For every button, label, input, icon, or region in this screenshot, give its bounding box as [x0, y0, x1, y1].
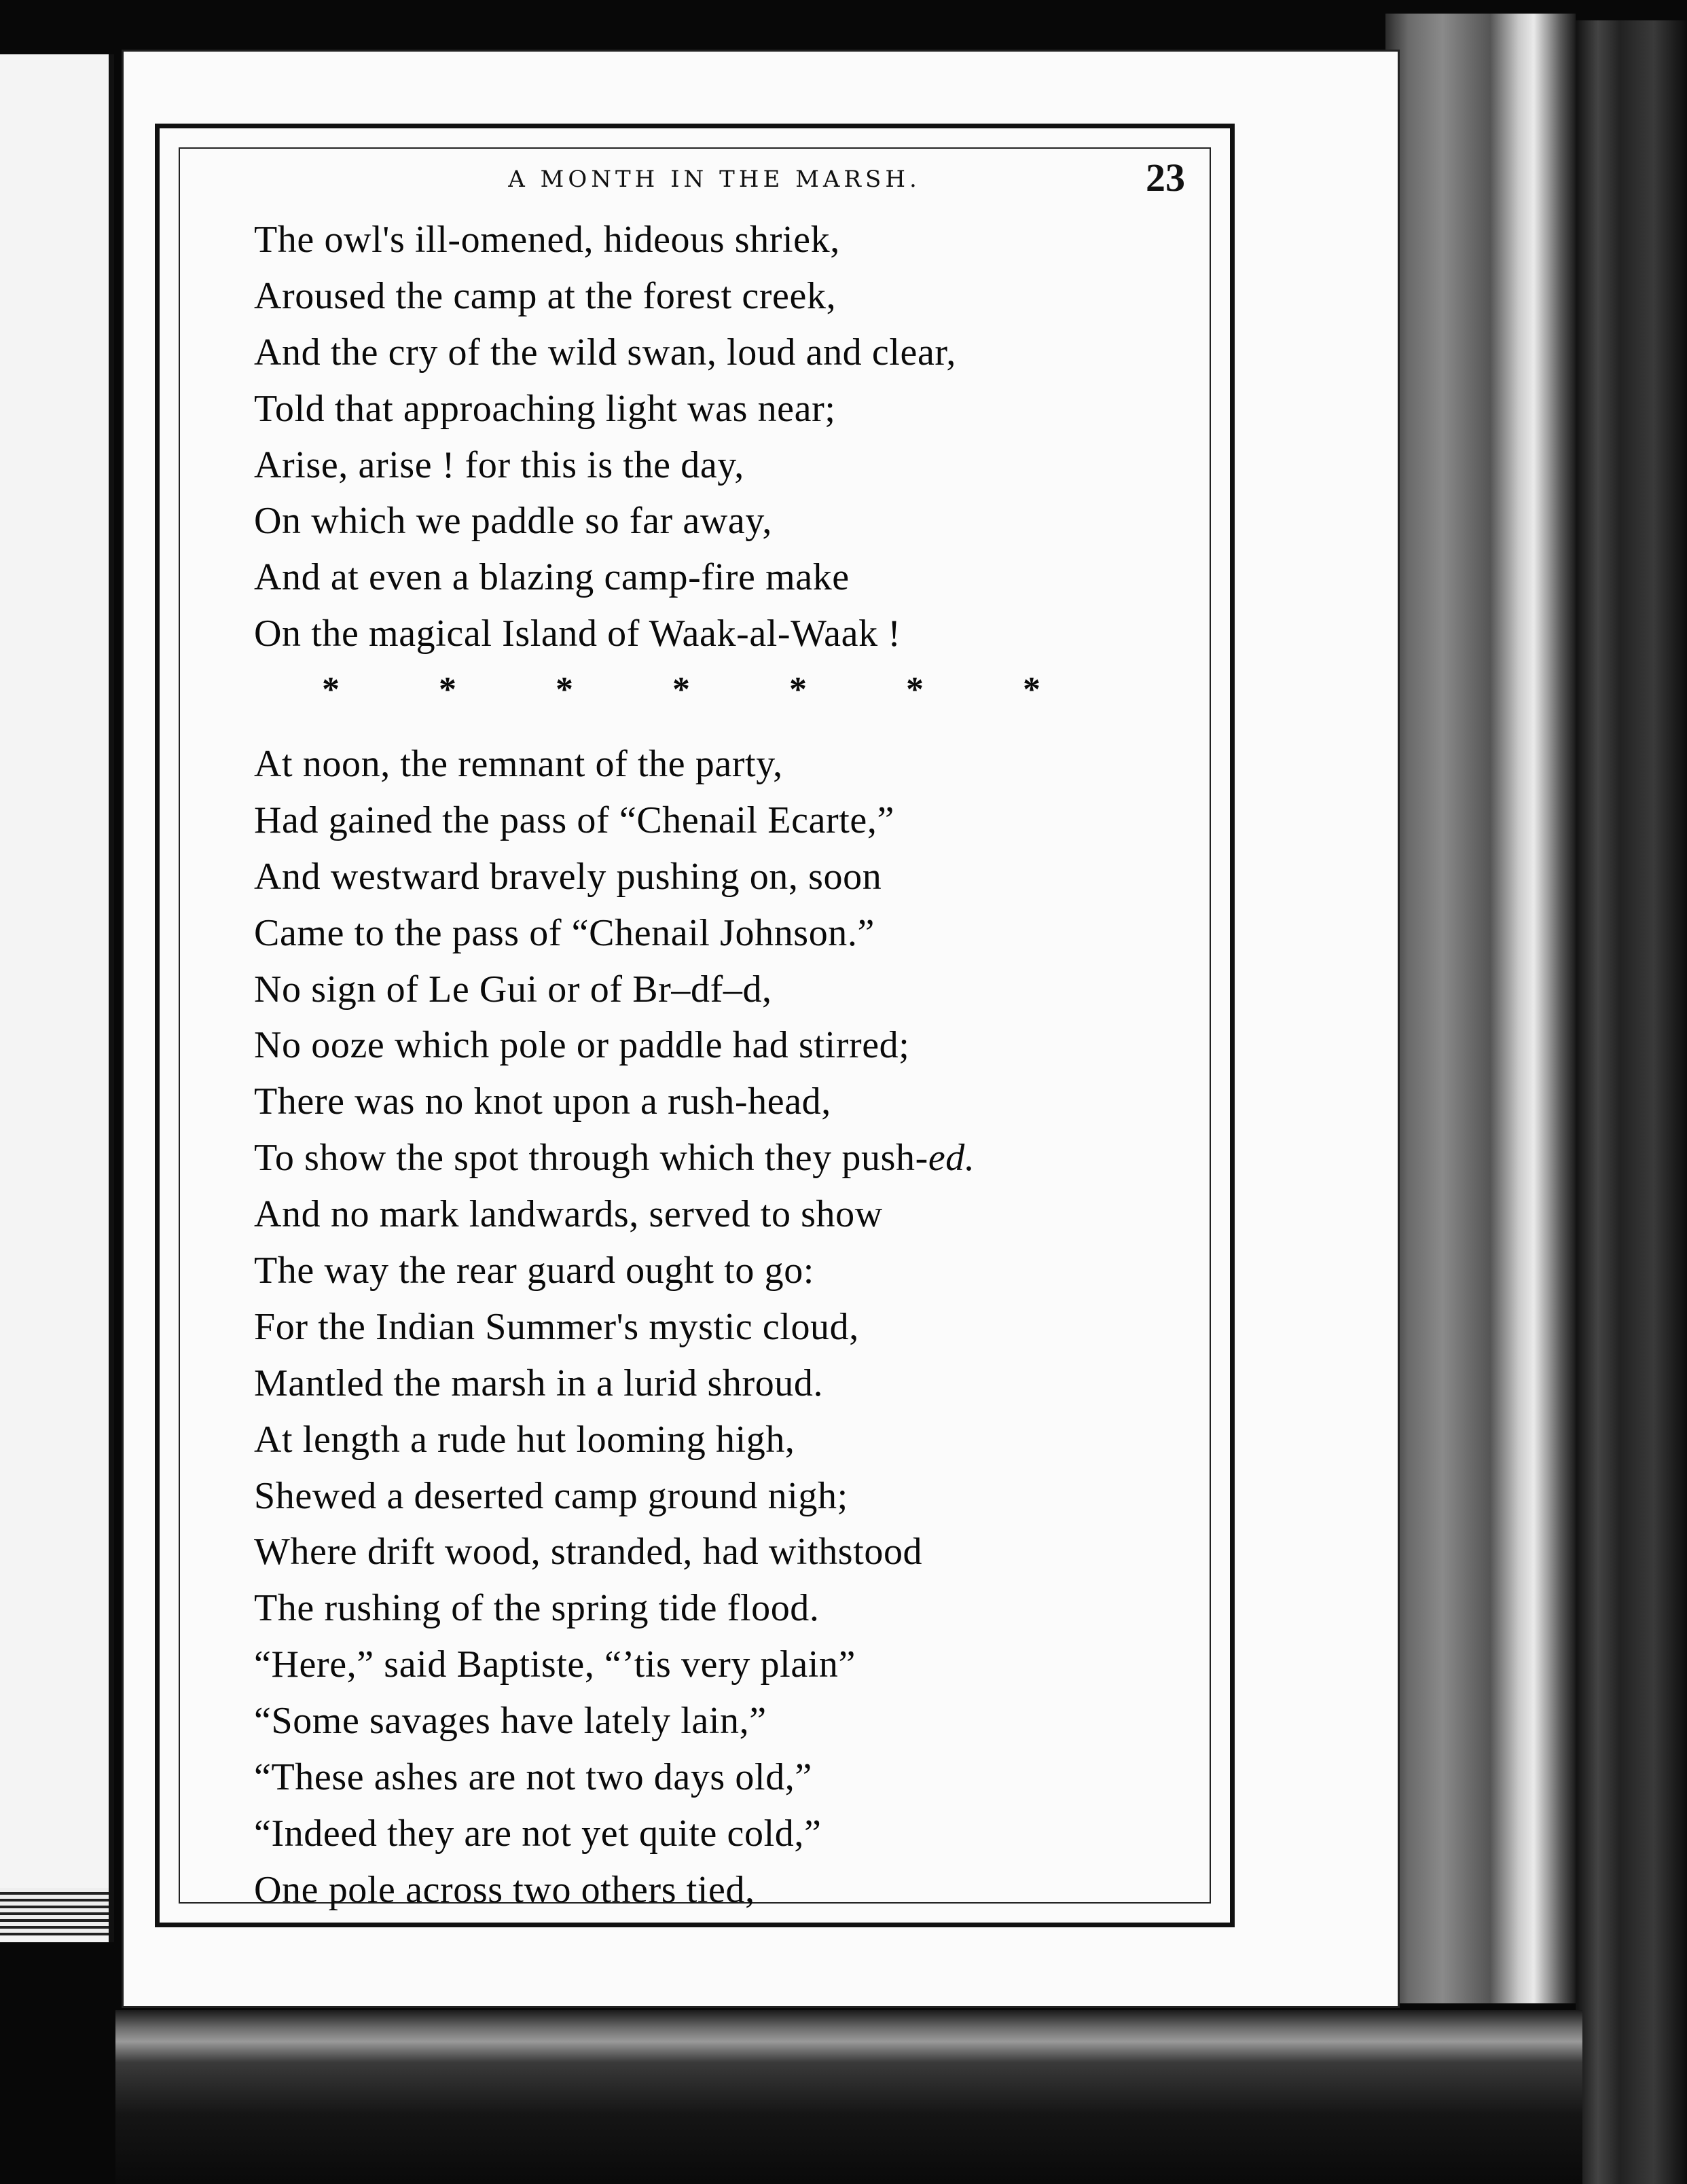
poem-line-lead: To show the spot through which they push-	[254, 1137, 928, 1180]
poem-line: Told that approaching light was near;	[254, 387, 836, 430]
book-bottom-edge	[115, 2010, 1582, 2184]
poem-line: Arise, arise ! for this is the day,	[254, 443, 744, 486]
asterisk: *	[556, 670, 573, 710]
facing-page-edge	[0, 54, 114, 1942]
page-number: 23	[1146, 156, 1185, 200]
poem-line: No sign of Le Gui or of Br–df–d,	[254, 968, 772, 1011]
facing-page-bottom-edge	[0, 1888, 109, 1935]
poem-line: Aroused the camp at the forest creek,	[254, 274, 837, 317]
poem-line: At noon, the remnant of the party,	[254, 743, 783, 786]
book-cover-edge	[1385, 14, 1576, 2003]
poem-line: Shewed a deserted camp ground nigh;	[254, 1474, 848, 1517]
poem-line: The rushing of the spring tide flood.	[254, 1587, 820, 1630]
asterisk: *	[906, 670, 924, 710]
asterisk: *	[439, 670, 456, 710]
poem-line: Came to the pass of “Chenail Johnson.”	[254, 911, 875, 954]
poem-line: The owl's ill-omened, hideous shriek,	[254, 219, 840, 261]
poem-line: One pole across two others tied,	[254, 1868, 755, 1911]
running-head: A MONTH IN THE MARSH.	[508, 166, 921, 193]
poem-line: Where drift wood, stranded, had withstood	[254, 1531, 923, 1573]
poem-line: “Some savages have lately lain,”	[254, 1700, 767, 1743]
poem-line: Mantled the marsh in a lurid shroud.	[254, 1362, 824, 1404]
poem-line: On which we paddle so far away,	[254, 500, 772, 543]
asterisk: *	[789, 670, 807, 710]
poem-line: There was no knot upon a rush-head,	[254, 1080, 831, 1123]
asterisk: *	[322, 670, 340, 710]
book-spine	[1576, 20, 1687, 2184]
poem-line: At length a rude hut looming high,	[254, 1418, 795, 1461]
poem-line: “These ashes are not two days old,”	[254, 1756, 812, 1799]
poem-line-italic: ed.	[928, 1137, 975, 1180]
poem-line-italic-ending	[254, 1130, 1218, 1186]
poem-line: And the cry of the wild swan, loud and clear,	[254, 331, 957, 374]
poem-line: For the Indian Summer's mystic cloud,	[254, 1305, 859, 1348]
asterisk: *	[1023, 670, 1040, 710]
asterisk: *	[672, 670, 690, 710]
section-break-asterisks	[254, 662, 1218, 718]
poem-line: On the magical Island of Waak-al-Waak !	[254, 613, 901, 655]
poem-text	[254, 212, 1218, 1918]
book-page	[124, 52, 1398, 2006]
poem-line: No ooze which pole or paddle had stirred;	[254, 1024, 910, 1067]
poem-line: “Indeed they are not yet quite cold,”	[254, 1812, 822, 1855]
poem-line: And westward bravely pushing on, soon	[254, 855, 882, 898]
poem-line: And no mark landwards, served to show	[254, 1193, 883, 1236]
poem-line: The way the rear guard ought to go:	[254, 1250, 814, 1292]
poem-line: Had gained the pass of “Chenail Ecarte,”	[254, 799, 894, 841]
poem-line: And at even a blazing camp-fire make	[254, 556, 850, 599]
poem-line: “Here,” said Baptiste, “’tis very plain”	[254, 1643, 856, 1686]
stanza-gap	[254, 718, 1218, 736]
